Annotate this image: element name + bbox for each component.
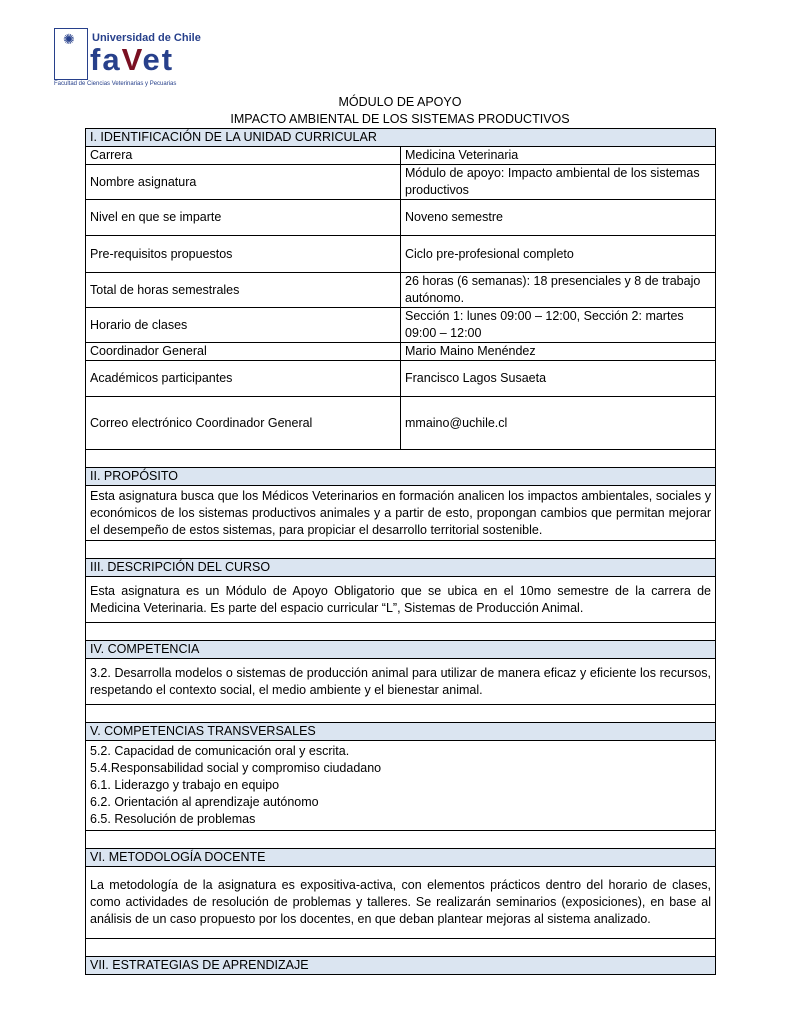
- section-text: Esta asignatura es un Módulo de Apoyo Obligatorio que se ubica en el 10mo semestre de la carrera de Medicina Veterinaria. Es parte del espacio curricular “L”, Sistemas de Producción Animal.: [86, 577, 716, 623]
- section-heading: IV. COMPETENCIA: [86, 641, 716, 659]
- table-row: [86, 397, 716, 450]
- section-heading: III. DESCRIPCIÓN DEL CURSO: [86, 559, 716, 577]
- section-heading: II. PROPÓSITO: [86, 468, 716, 486]
- row-value: Medicina Veterinaria: [401, 147, 716, 165]
- row-value: Módulo de apoyo: Impacto ambiental de los sistemas productivos: [401, 165, 716, 200]
- table-row: [86, 236, 716, 273]
- table-row: [86, 147, 716, 165]
- row-value: Noveno semestre: [401, 200, 716, 236]
- row-value: Sección 1: lunes 09:00 – 12:00, Sección 2: martes 09:00 – 12:00: [401, 308, 716, 343]
- row-label: Académicos participantes: [86, 361, 401, 397]
- row-value: Francisco Lagos Susaeta: [401, 361, 716, 397]
- section-heading: I. IDENTIFICACIÓN DE LA UNIDAD CURRICULAR: [86, 129, 716, 147]
- spacer-row: [86, 450, 716, 468]
- row-label: Horario de clases: [86, 308, 401, 343]
- course-table: [85, 128, 716, 975]
- row-value: Mario Maino Menéndez: [401, 343, 716, 361]
- spacer-row: [86, 541, 716, 559]
- crest-icon: ✺: [54, 28, 88, 80]
- section-heading: V. COMPETENCIAS TRANSVERSALES: [86, 723, 716, 741]
- table-row: [86, 343, 716, 361]
- row-label: Total de horas semestrales: [86, 273, 401, 308]
- row-value: 26 horas (6 semanas): 18 presenciales y 8 de trabajo autónomo.: [401, 273, 716, 308]
- doc-title-line1: MÓDULO DE APOYO: [338, 95, 462, 109]
- spacer-row: [86, 705, 716, 723]
- row-label: Nombre asignatura: [86, 165, 401, 200]
- list-item: 6.1. Liderazgo y trabajo en equipo: [90, 778, 280, 792]
- table-row: [86, 165, 716, 200]
- table-row: [86, 200, 716, 236]
- section-text: 3.2. Desarrolla modelos o sistemas de producción animal para utilizar de manera eficaz y eficiente los recursos, respetando el contexto social, el medio ambiente y el bienestar animal.: [86, 659, 716, 705]
- table-row: [86, 273, 716, 308]
- section-heading: VII. ESTRATEGIAS DE APRENDIZAJE: [86, 957, 716, 975]
- spacer-row: [86, 831, 716, 849]
- logo-brand: faVet: [90, 42, 175, 77]
- row-label: Nivel en que se imparte: [86, 200, 401, 236]
- table-row: [86, 361, 716, 397]
- row-label: Coordinador General: [86, 343, 401, 361]
- row-label: Pre-requisitos propuestos: [86, 236, 401, 273]
- logo-university: Universidad de Chile: [92, 32, 201, 44]
- table-row: [86, 308, 716, 343]
- section-text: Esta asignatura busca que los Médicos Veterinarios en formación analicen los impactos ambientales, sociales y económicos de los sistemas productivos animales y a partir de esto, propongan cambios que permitan mejorar el desempeño de estos sistemas, para propiciar el desarrollo territorial sostenible.: [86, 486, 716, 541]
- section-text: La metodología de la asignatura es expositiva-activa, con elementos prácticos dentro del horario de clases, como actividades de resolución de problemas y talleres. Se realizarán seminarios (exposiciones), en base al análisis de un caso propuesto por los docentes, en que deban plantear mejoras al sistema analizado.: [86, 867, 716, 939]
- competencies-list: [86, 741, 716, 831]
- row-label: Carrera: [86, 147, 401, 165]
- row-value: mmaino@uchile.cl: [401, 397, 716, 450]
- list-item: 6.2. Orientación al aprendizaje autónomo: [90, 795, 319, 809]
- list-item: 5.2. Capacidad de comunicación oral y escrita.: [90, 744, 350, 758]
- row-value: Ciclo pre-profesional completo: [401, 236, 716, 273]
- list-item: 6.5. Resolución de problemas: [90, 812, 256, 826]
- logo-faculty: Facultad de Ciencias Veterinarias y Pecuarias: [54, 81, 177, 87]
- list-item: 5.4.Responsabilidad social y compromiso ciudadano: [90, 761, 382, 775]
- university-logo: [54, 28, 204, 88]
- row-label: Correo electrónico Coordinador General: [86, 397, 401, 450]
- spacer-row: [86, 939, 716, 957]
- section-heading: VI. METODOLOGÍA DOCENTE: [86, 849, 716, 867]
- doc-title-line2: IMPACTO AMBIENTAL DE LOS SISTEMAS PRODUCTIVOS: [230, 112, 570, 126]
- spacer-row: [86, 623, 716, 641]
